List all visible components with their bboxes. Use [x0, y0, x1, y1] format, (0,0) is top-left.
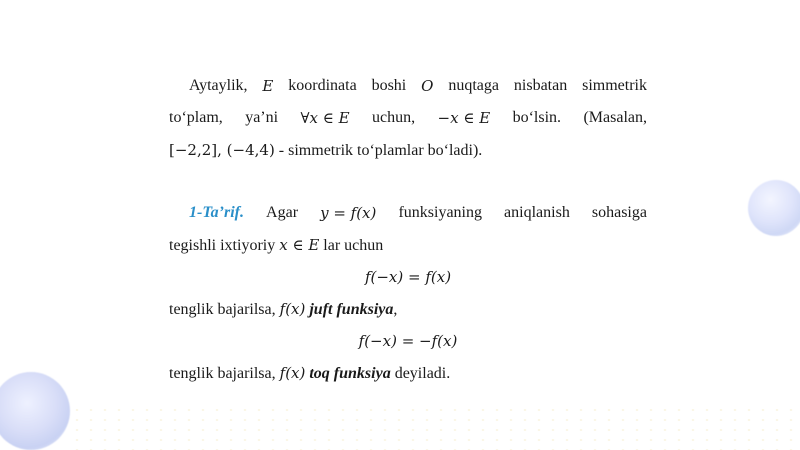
formula-even: f(−x) = f(x) — [364, 268, 452, 286]
math-x-in-e: x ∈ E — [279, 236, 320, 254]
text: Aytaylik, — [189, 77, 248, 94]
text: to‘plam, — [169, 109, 223, 126]
text: simmetrik — [582, 77, 647, 94]
text: boshi — [371, 77, 407, 94]
intro-line-3 — [169, 134, 647, 166]
math-intervals: [−2,2], (−4,4) — [169, 141, 275, 159]
definition-line-4 — [169, 293, 647, 325]
text: nisbatan — [513, 77, 568, 94]
decorative-bubble-right — [748, 180, 800, 236]
text: tegishli ixtiyoriy — [169, 237, 280, 254]
text: tenglik bajarilsa, — [169, 365, 280, 382]
text: koordinata — [288, 77, 357, 94]
text: sohasiga — [591, 204, 647, 221]
math-origin-o: O — [421, 77, 434, 95]
text: Agar — [266, 204, 299, 221]
text: uchun, — [372, 109, 416, 126]
math-function: y = f(x) — [320, 204, 377, 222]
definition-paragraph — [169, 197, 647, 389]
text: , — [393, 301, 398, 318]
math-fx: f(x) — [279, 364, 306, 382]
intro-line-1 — [169, 70, 647, 102]
decorative-bubble-left — [0, 372, 70, 450]
math-set-e: E — [262, 77, 274, 95]
definition-line-2 — [169, 229, 647, 261]
text: (Masalan, — [583, 109, 647, 126]
text: - simmetrik to‘plamlar bo‘ladi). — [274, 142, 483, 159]
text: nuqtaga — [448, 77, 499, 94]
text: tenglik bajarilsa, — [169, 301, 280, 318]
definition-line-6 — [169, 357, 647, 389]
math-fx: f(x) — [279, 300, 306, 318]
decorative-dot-pattern — [70, 405, 800, 450]
intro-paragraph — [169, 70, 647, 166]
math-forall-x: ∀x ∈ E — [300, 109, 350, 127]
text: bo‘lsin. — [512, 109, 562, 126]
definition-label: 1-Ta’rif. — [189, 204, 244, 221]
text: aniqlanish — [504, 204, 570, 221]
math-minus-x: −x ∈ E — [437, 109, 491, 127]
text: deyiladi. — [390, 365, 451, 382]
text: ya’ni — [245, 109, 279, 126]
term-odd-function: toq funksiya — [309, 365, 391, 382]
formula-odd: f(−x) = −f(x) — [358, 332, 458, 350]
text: funksiyaning — [398, 204, 482, 221]
term-even-function: juft funksiya — [309, 301, 394, 318]
text: lar uchun — [319, 237, 384, 254]
definition-line-1 — [169, 197, 647, 229]
intro-line-2 — [169, 102, 647, 134]
